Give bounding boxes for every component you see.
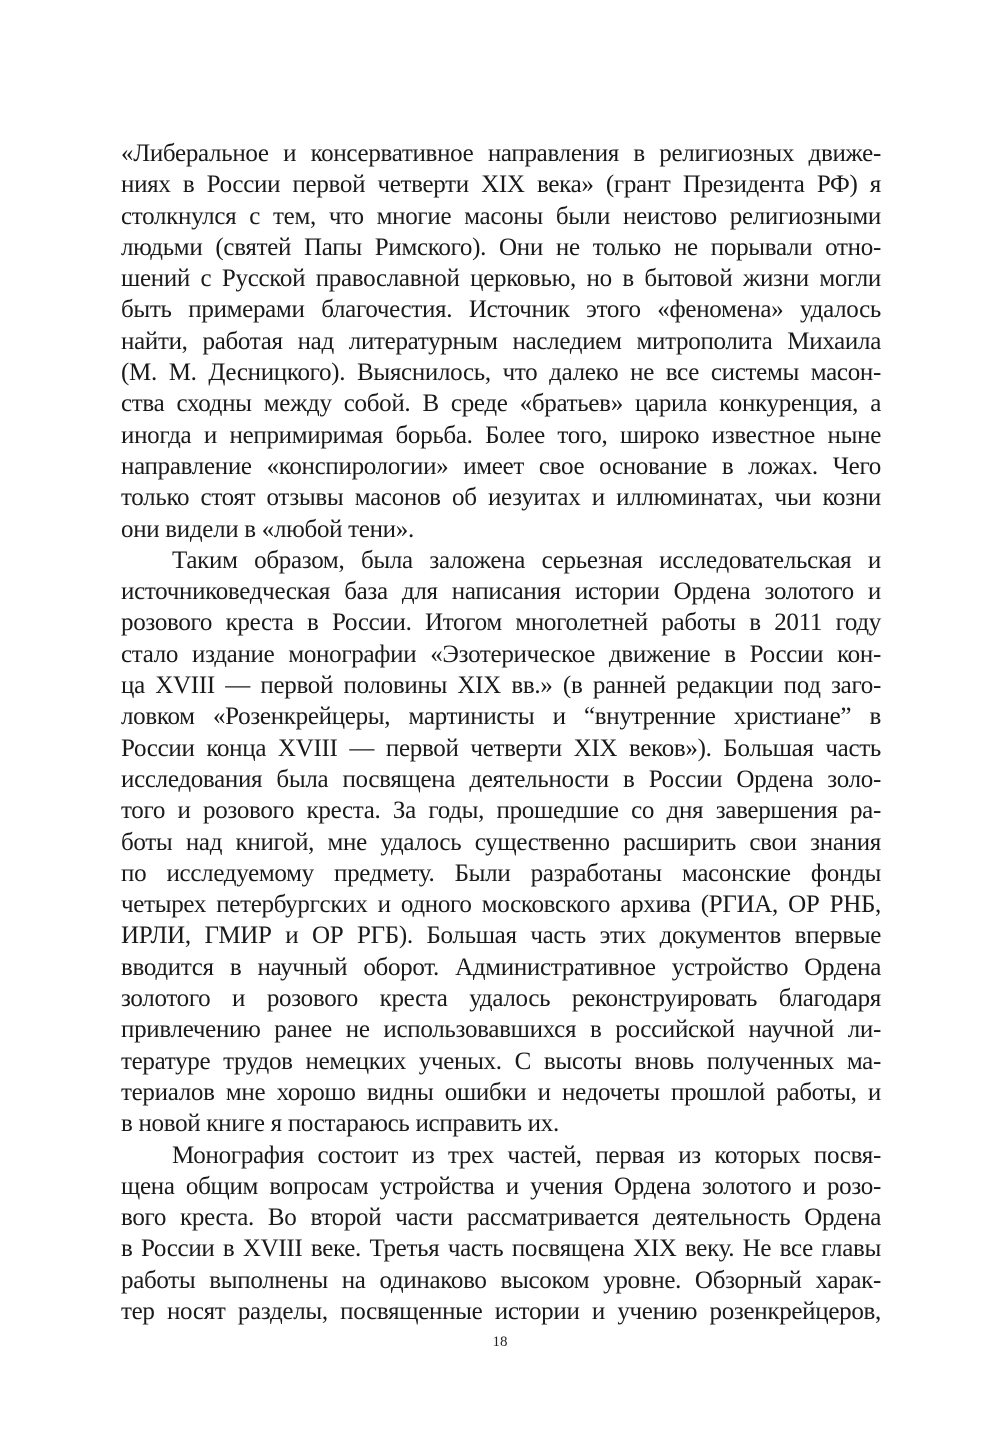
text-line: ИРЛИ, ГМИР и ОР РГБ). Большая часть этих документов впервые bbox=[121, 922, 881, 950]
text-line: привлечению ранее не использовавшихся в российской научной ли- bbox=[121, 1016, 881, 1044]
text-line: щена общим вопросам устройства и учения Ордена золотого и розо- bbox=[121, 1172, 881, 1200]
text-line: иногда и непримиримая борьба. Более того, широко известное ныне bbox=[121, 421, 881, 449]
text-line: направление «конспирологии» имеет свое основание в ложах. Чего bbox=[121, 452, 881, 480]
text-line: ства сходны между собой. В среде «братьев» царила конкуренция, а bbox=[121, 390, 881, 418]
text-line: людьми (святей Папы Римского). Они не только не порывали отно- bbox=[121, 233, 881, 261]
text-line: в России в XVIII веке. Третья часть посвящена XIX веку. Не все главы bbox=[121, 1235, 881, 1263]
text-line: столкнулся с тем, что многие масоны были неистово религиозными bbox=[121, 202, 881, 230]
body-text bbox=[121, 138, 881, 1327]
text-line: работы выполнены на одинаково высоком уровне. Обзорный харак- bbox=[121, 1266, 881, 1294]
text-line: России конца XVIII — первой четверти XIX веков»). Большая часть bbox=[121, 734, 881, 762]
text-line: вводится в научный оборот. Административное устройство Ордена bbox=[121, 953, 881, 981]
text-line: ца XVIII — первой половины XIX вв.» (в ранней редакции под заго- bbox=[121, 672, 881, 700]
text-line: шений с Русской православной церковью, но в бытовой жизни могли bbox=[121, 265, 881, 293]
text-line: только стоят отзывы масонов об иезуитах и иллюминатах, чьи козни bbox=[121, 484, 881, 512]
text-line: четырех петербургских и одного московского архива (РГИА, ОР РНБ, bbox=[121, 891, 881, 919]
paragraph bbox=[121, 138, 881, 545]
paragraph bbox=[121, 545, 881, 1140]
text-line: ниях в России первой четверти XIX века» (грант Президента РФ) я bbox=[121, 171, 881, 199]
text-line: «Либеральное и консервативное направления в религиозных движе- bbox=[121, 140, 881, 167]
paragraph bbox=[121, 1140, 881, 1328]
text-line: найти, работая над литературным наследием митрополита Михаила bbox=[121, 327, 881, 355]
text-line: быть примерами благочестия. Источник этого «феномена» удалось bbox=[121, 296, 881, 324]
text-line: они видели в «любой тени». bbox=[121, 515, 414, 543]
text-line: тературе трудов немецких ученых. С высоты вновь полученных ма- bbox=[121, 1047, 881, 1075]
text-line: ловком «Розенкрейцеры, мартинисты и “внутренние христиане” в bbox=[121, 703, 881, 731]
text-line: Таким образом, была заложена серьезная исследовательская и bbox=[172, 546, 881, 574]
page-number: 18 bbox=[492, 1334, 508, 1350]
text-line: исследования была посвящена деятельности в России Ордена золо- bbox=[121, 765, 881, 793]
text-line: Монография состоит из трех частей, первая из которых посвя- bbox=[172, 1141, 881, 1169]
text-line: в новой книге я постараюсь исправить их. bbox=[121, 1110, 559, 1138]
text-line: того и розового креста. За годы, прошедшие со дня завершения ра- bbox=[121, 797, 881, 825]
text-line: вого креста. Во второй части рассматривается деятельность Ордена bbox=[121, 1204, 881, 1232]
text-line: стало издание монографии «Эзотерическое движение в России кон- bbox=[121, 640, 881, 668]
text-line: боты над книгой, мне удалось существенно расширить свои знания bbox=[121, 828, 881, 856]
text-line: по исследуемому предмету. Были разработаны масонские фонды bbox=[121, 859, 881, 887]
text-line: золотого и розового креста удалось реконструировать благодаря bbox=[121, 985, 881, 1013]
text-line: розового креста в России. Итогом многолетней работы в 2011 году bbox=[121, 609, 881, 637]
text-line: (М. М. Десницкого). Выяснилось, что далеко не все системы масон- bbox=[121, 359, 881, 387]
text-line: источниковедческая база для написания истории Ордена золотого и bbox=[121, 578, 881, 606]
text-line: тер носят разделы, посвященные истории и учению розенкрейцеров, bbox=[121, 1297, 881, 1325]
text-line: териалов мне хорошо видны ошибки и недочеты прошлой работы, и bbox=[121, 1078, 881, 1106]
